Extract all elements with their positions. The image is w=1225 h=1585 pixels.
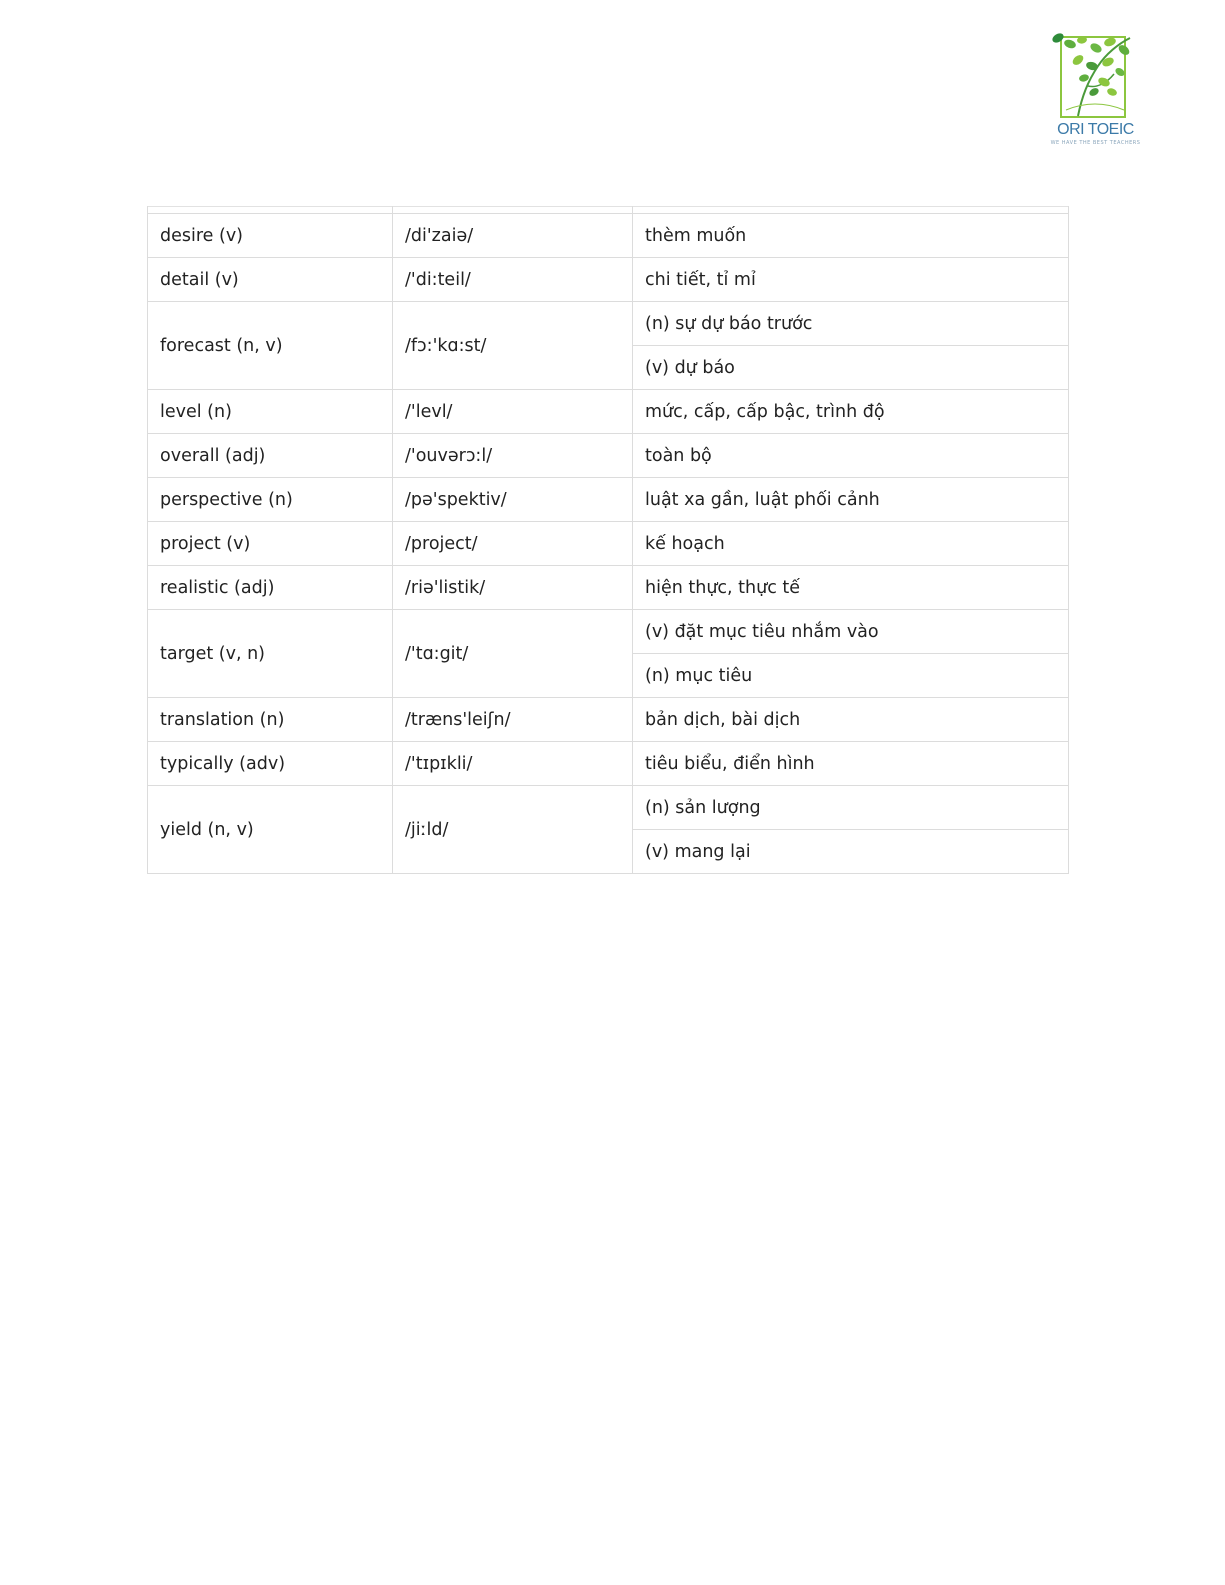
logo xyxy=(1048,26,1143,151)
table-row xyxy=(148,698,1069,742)
table-row xyxy=(148,390,1069,434)
table-top-spacer xyxy=(148,207,1069,214)
meaning-cell: (n) mục tiêu xyxy=(633,654,1069,698)
word-cell: level (n) xyxy=(148,390,393,434)
table-row xyxy=(148,302,1069,346)
meaning-cell: mức, cấp, cấp bậc, trình độ xyxy=(633,390,1069,434)
word-cell: typically (adv) xyxy=(148,742,393,786)
table-row xyxy=(148,522,1069,566)
word-cell: detail (v) xyxy=(148,258,393,302)
ipa-cell: /project/ xyxy=(393,522,633,566)
word-cell: translation (n) xyxy=(148,698,393,742)
ipa-cell: /fɔ:'kɑ:st/ xyxy=(393,302,633,390)
word-cell: realistic (adj) xyxy=(148,566,393,610)
word-cell: project (v) xyxy=(148,522,393,566)
ipa-cell: /pə'spektiv/ xyxy=(393,478,633,522)
meaning-cell: (n) sự dự báo trước xyxy=(633,302,1069,346)
meaning-cell: bản dịch, bài dịch xyxy=(633,698,1069,742)
vocabulary-table-body xyxy=(148,207,1069,874)
table-row xyxy=(148,610,1069,654)
meaning-cell: (v) mang lại xyxy=(633,830,1069,874)
tree-icon xyxy=(1048,26,1143,126)
table-row xyxy=(148,434,1069,478)
meaning-cell: (v) dự báo xyxy=(633,346,1069,390)
ipa-cell: /'tɪpɪkli/ xyxy=(393,742,633,786)
word-cell: perspective (n) xyxy=(148,478,393,522)
word-cell: yield (n, v) xyxy=(148,786,393,874)
ipa-cell: /di'zaiə/ xyxy=(393,214,633,258)
vocabulary-table xyxy=(147,206,1069,874)
meaning-cell: luật xa gần, luật phối cảnh xyxy=(633,478,1069,522)
word-cell: forecast (n, v) xyxy=(148,302,393,390)
table-row xyxy=(148,566,1069,610)
table-row xyxy=(148,258,1069,302)
meaning-cell: (n) sản lượng xyxy=(633,786,1069,830)
meaning-cell: thèm muốn xyxy=(633,214,1069,258)
table-row xyxy=(148,214,1069,258)
meaning-cell: kế hoạch xyxy=(633,522,1069,566)
table-row xyxy=(148,742,1069,786)
word-cell: desire (v) xyxy=(148,214,393,258)
meaning-cell: chi tiết, tỉ mỉ xyxy=(633,258,1069,302)
table-row xyxy=(148,786,1069,830)
ipa-cell: /'tɑ:git/ xyxy=(393,610,633,698)
word-cell: overall (adj) xyxy=(148,434,393,478)
ipa-cell: /'ouvərɔ:l/ xyxy=(393,434,633,478)
meaning-cell: tiêu biểu, điển hình xyxy=(633,742,1069,786)
table-row xyxy=(148,478,1069,522)
word-cell: target (v, n) xyxy=(148,610,393,698)
ipa-cell: /'di:teil/ xyxy=(393,258,633,302)
logo-name: ORI TOEIC xyxy=(1057,121,1134,138)
meaning-cell: hiện thực, thực tế xyxy=(633,566,1069,610)
ipa-cell: /riə'listik/ xyxy=(393,566,633,610)
ipa-cell: /træns'leiʃn/ xyxy=(393,698,633,742)
ipa-cell: /'levl/ xyxy=(393,390,633,434)
logo-tagline: WE HAVE THE BEST TEACHERS xyxy=(1050,140,1141,146)
meaning-cell: (v) đặt mục tiêu nhắm vào xyxy=(633,610,1069,654)
meaning-cell: toàn bộ xyxy=(633,434,1069,478)
ipa-cell: /jiːld/ xyxy=(393,786,633,874)
